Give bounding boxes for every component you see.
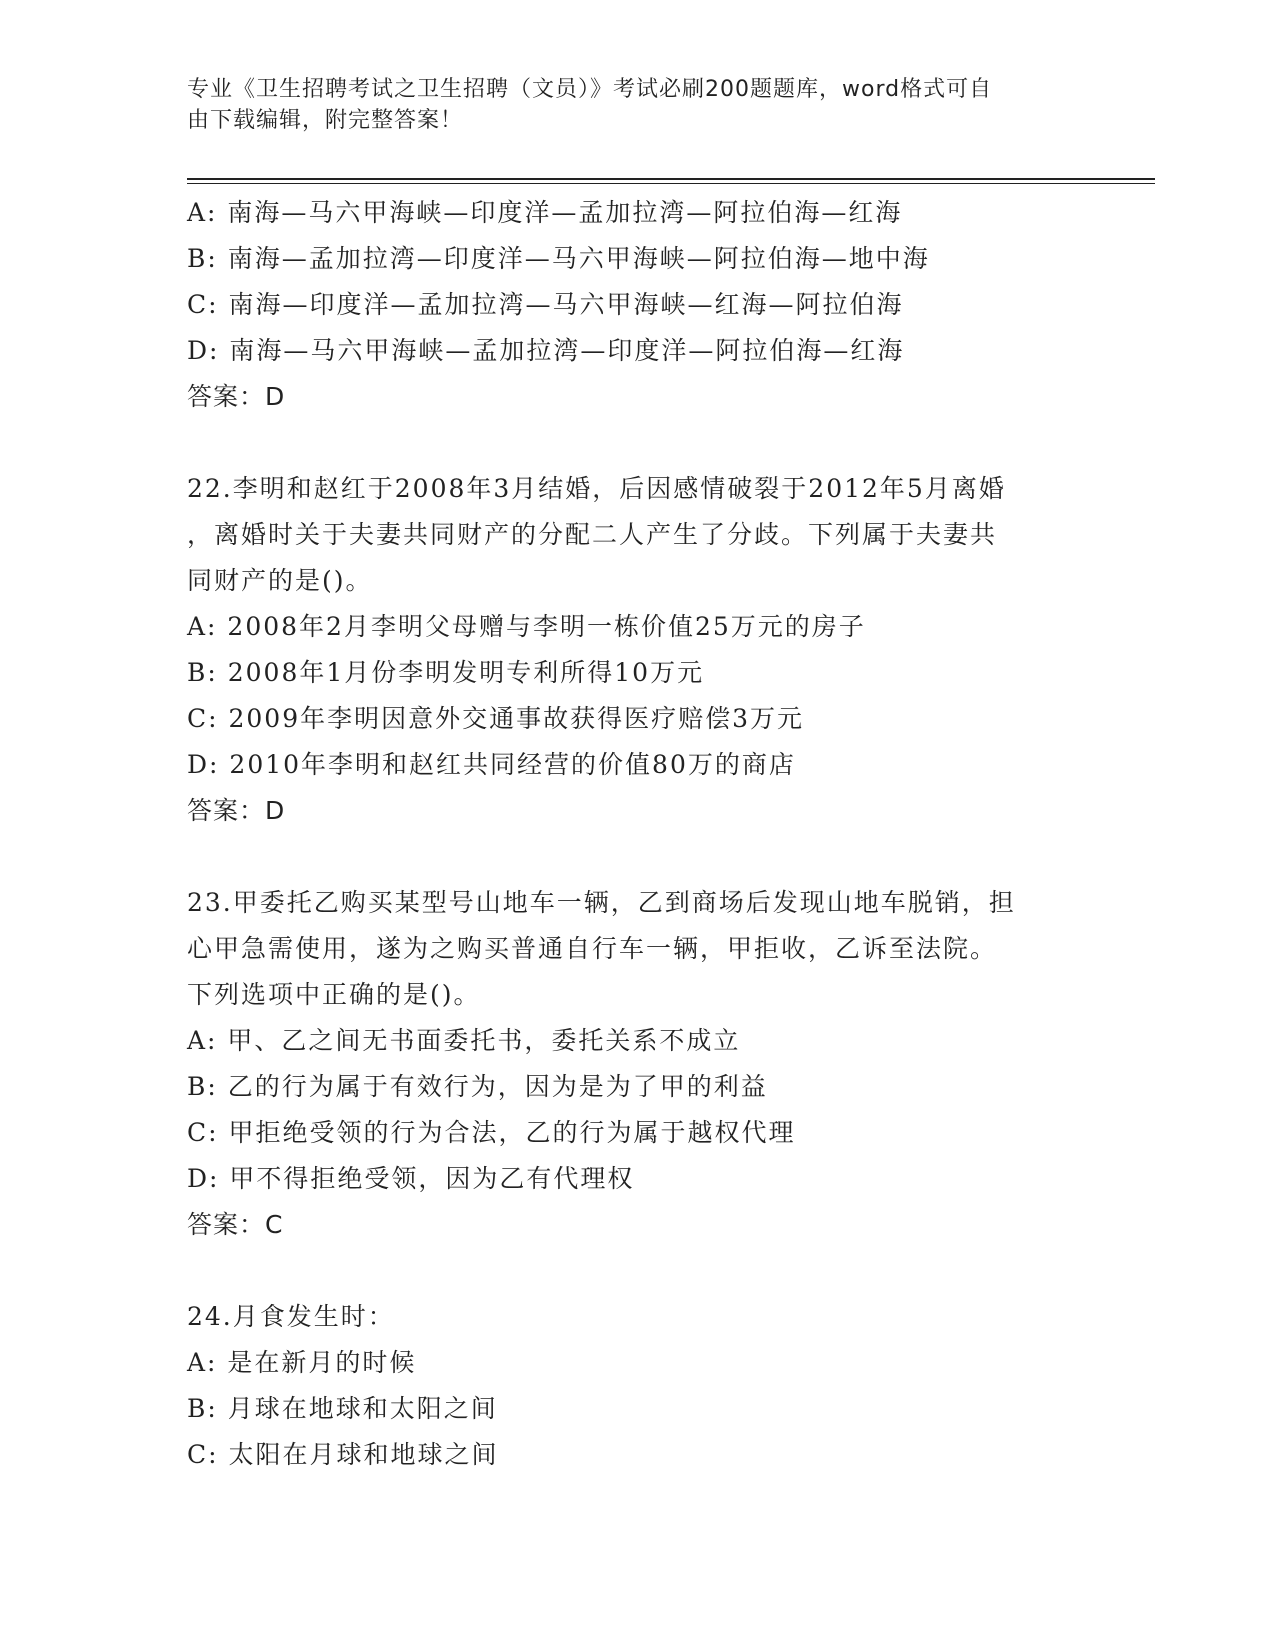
document-header — [187, 74, 1067, 136]
question-stem-line: 同财产的是()。 — [187, 566, 373, 595]
question-list — [187, 190, 1067, 1478]
option-b: B: 2008年1月份李明发明专利所得10万元 — [187, 658, 705, 687]
header-line-2: 由下载编辑，附完整答案！ — [187, 108, 464, 133]
option-a: A: 甲、乙之间无书面委托书，委托关系不成立 — [187, 1026, 741, 1055]
header-divider-thick — [187, 178, 1155, 180]
option-c: C: 2009年李明因意外交通事故获得医疗赔偿3万元 — [187, 704, 805, 733]
option-d: D: 甲不得拒绝受领，因为乙有代理权 — [187, 1164, 635, 1193]
question-block-21 — [187, 190, 1067, 420]
question-stem-line: 22.李明和赵红于2008年3月结婚，后因感情破裂于2012年5月离婚 — [187, 474, 1006, 503]
option-b: B: 南海—孟加拉湾—印度洋—马六甲海峡—阿拉伯海—地中海 — [187, 244, 930, 273]
question-block-24 — [187, 1294, 1067, 1478]
question-stem-line: ，离婚时关于夫妻共同财产的分配二人产生了分歧。下列属于夫妻共 — [187, 520, 998, 549]
spacer — [187, 1248, 1067, 1294]
answer-line: 答案：D — [187, 796, 286, 825]
option-c: C: 太阳在月球和地球之间 — [187, 1440, 499, 1469]
option-c: C: 南海—印度洋—孟加拉湾—马六甲海峡—红海—阿拉伯海 — [187, 290, 904, 319]
spacer — [187, 420, 1067, 466]
option-b: B: 乙的行为属于有效行为，因为是为了甲的利益 — [187, 1072, 768, 1101]
option-a: A: 南海—马六甲海峡—印度洋—孟加拉湾—阿拉伯海—红海 — [187, 198, 903, 227]
option-a: A: 是在新月的时候 — [187, 1348, 417, 1377]
question-stem-line: 24.月食发生时： — [187, 1302, 395, 1331]
spacer — [187, 834, 1067, 880]
answer-line: 答案：C — [187, 1210, 284, 1239]
question-stem-line: 下列选项中正确的是()。 — [187, 980, 481, 1009]
question-stem-line: 23.甲委托乙购买某型号山地车一辆，乙到商场后发现山地车脱销，担 — [187, 888, 1016, 917]
option-c: C: 甲拒绝受领的行为合法，乙的行为属于越权代理 — [187, 1118, 796, 1147]
header-divider-thin — [187, 183, 1155, 184]
header-line-1: 专业《卫生招聘考试之卫生招聘（文员）》考试必刷200题题库，word格式可自 — [187, 77, 993, 102]
question-block-23 — [187, 880, 1067, 1248]
answer-line: 答案：D — [187, 382, 286, 411]
question-block-22 — [187, 466, 1067, 834]
question-stem-line: 心甲急需使用，遂为之购买普通自行车一辆，甲拒收，乙诉至法院。 — [187, 934, 998, 963]
option-d: D: 2010年李明和赵红共同经营的价值80万的商店 — [187, 750, 796, 779]
option-b: B: 月球在地球和太阳之间 — [187, 1394, 498, 1423]
option-d: D: 南海—马六甲海峡—孟加拉湾—印度洋—阿拉伯海—红海 — [187, 336, 905, 365]
option-a: A: 2008年2月李明父母赠与李明一栋价值25万元的房子 — [187, 612, 866, 641]
